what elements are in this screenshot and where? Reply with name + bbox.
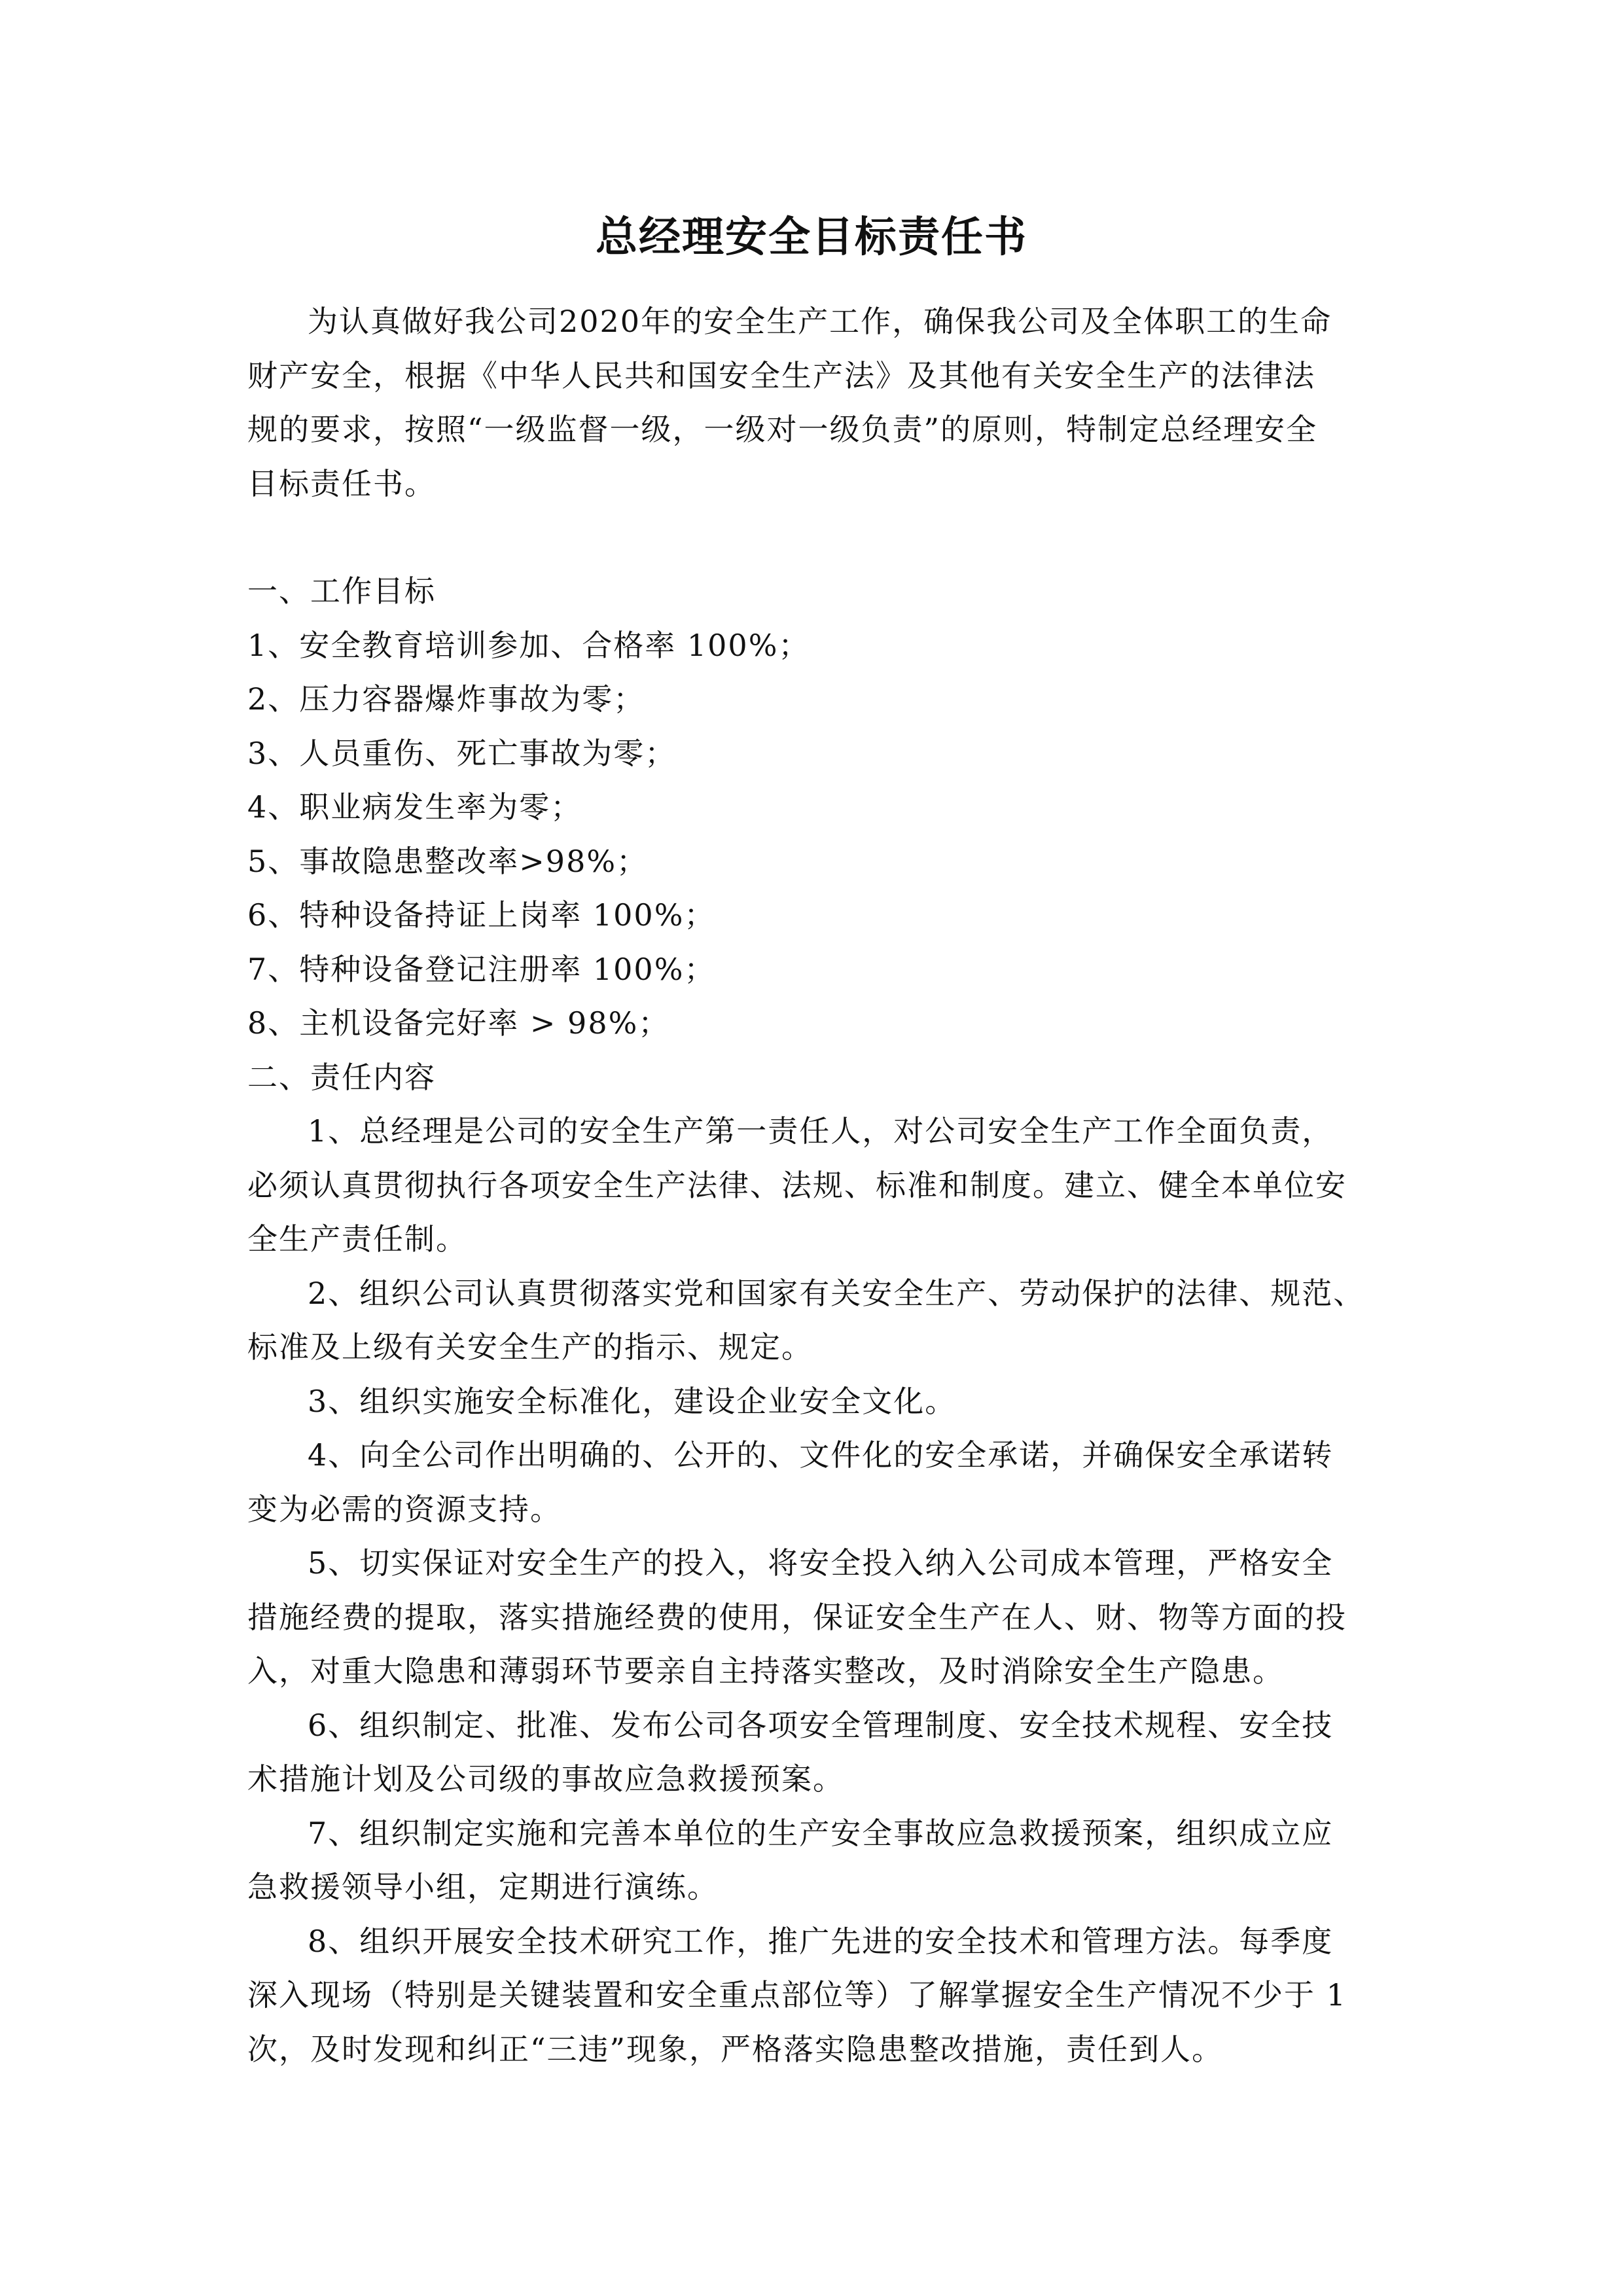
paragraph-gap: [247, 511, 1412, 564]
goal-item: 2、压力容器爆炸事故为零；: [247, 681, 645, 717]
goal-item: 8、主机设备完好率 > 98%；: [247, 1005, 670, 1041]
responsibility-line: 6、组织制定、批准、发布公司各项安全管理制度、安全技术规程、安全技: [308, 1707, 1334, 1743]
responsibility-line: 入，对重大隐患和薄弱环节要亲自主持落实整改，及时消除安全生产隐患。: [247, 1653, 1284, 1689]
responsibility-line: 3、组织实施安全标准化，建设企业安全文化。: [308, 1383, 957, 1419]
responsibility-line: 深入现场（特别是关键装置和安全重点部位等）了解掌握安全生产情况不少于 1: [247, 1977, 1347, 2013]
intro-line: 目标责任书。: [247, 465, 436, 501]
responsibility-line: 次，及时发现和纠正“三违”现象，严格落实隐患整改措施，责任到人。: [247, 2031, 1224, 2067]
section-heading-goals: 一、工作目标: [247, 573, 436, 609]
responsibility-line: 变为必需的资源支持。: [247, 1491, 562, 1527]
goal-item: 1、安全教育培训参加、合格率 100%；: [247, 627, 810, 663]
goal-item: 6、特种设备持证上岗率 100%；: [247, 897, 716, 933]
responsibility-line: 全生产责任制。: [247, 1221, 467, 1257]
intro-line: 财产安全，根据《中华人民共和国安全生产法》及其他有关安全生产的法律法: [247, 357, 1315, 393]
responsibility-line: 标准及上级有关安全生产的指示、规定。: [247, 1329, 813, 1365]
intro-line: 为认真做好我公司2020年的安全生产工作，确保我公司及全体职工的生命: [308, 304, 1332, 339]
document-title: 总经理安全目标责任书: [596, 213, 1027, 262]
goal-item: 5、事故隐患整改率>98%；: [247, 843, 649, 879]
goal-item: 7、特种设备登记注册率 100%；: [247, 951, 716, 987]
responsibility-line: 8、组织开展安全技术研究工作，推广先进的安全技术和管理方法。每季度: [308, 1923, 1334, 1959]
responsibility-line: 2、组织公司认真贯彻落实党和国家有关安全生产、劳动保护的法律、规范、: [308, 1275, 1365, 1311]
responsibility-line: 4、向全公司作出明确的、公开的、文件化的安全承诺，并确保安全承诺转: [308, 1437, 1334, 1473]
responsibility-line: 术措施计划及公司级的事故应急救援预案。: [247, 1761, 844, 1797]
responsibility-line: 5、切实保证对安全生产的投入，将安全投入纳入公司成本管理，严格安全: [308, 1545, 1334, 1581]
goal-item: 4、职业病发生率为零；: [247, 789, 582, 825]
goal-item: 3、人员重伤、死亡事故为零；: [247, 735, 677, 771]
section-heading-responsibilities: 二、责任内容: [247, 1059, 436, 1095]
responsibility-line: 必须认真贯彻执行各项安全生产法律、法规、标准和制度。建立、健全本单位安: [247, 1167, 1347, 1203]
document-body: [247, 295, 1412, 2076]
responsibility-line: 7、组织制定实施和完善本单位的生产安全事故应急救援预案，组织成立应: [308, 1815, 1334, 1851]
intro-line: 规的要求，按照“一级监督一级，一级对一级负责”的原则，特制定总经理安全: [247, 412, 1318, 447]
responsibility-line: 急救援领导小组，定期进行演练。: [247, 1869, 719, 1905]
responsibility-line: 1、总经理是公司的安全生产第一责任人，对公司安全生产工作全面负责，: [308, 1113, 1334, 1149]
responsibility-line: 措施经费的提取，落实措施经费的使用，保证安全生产在人、财、物等方面的投: [247, 1599, 1347, 1635]
